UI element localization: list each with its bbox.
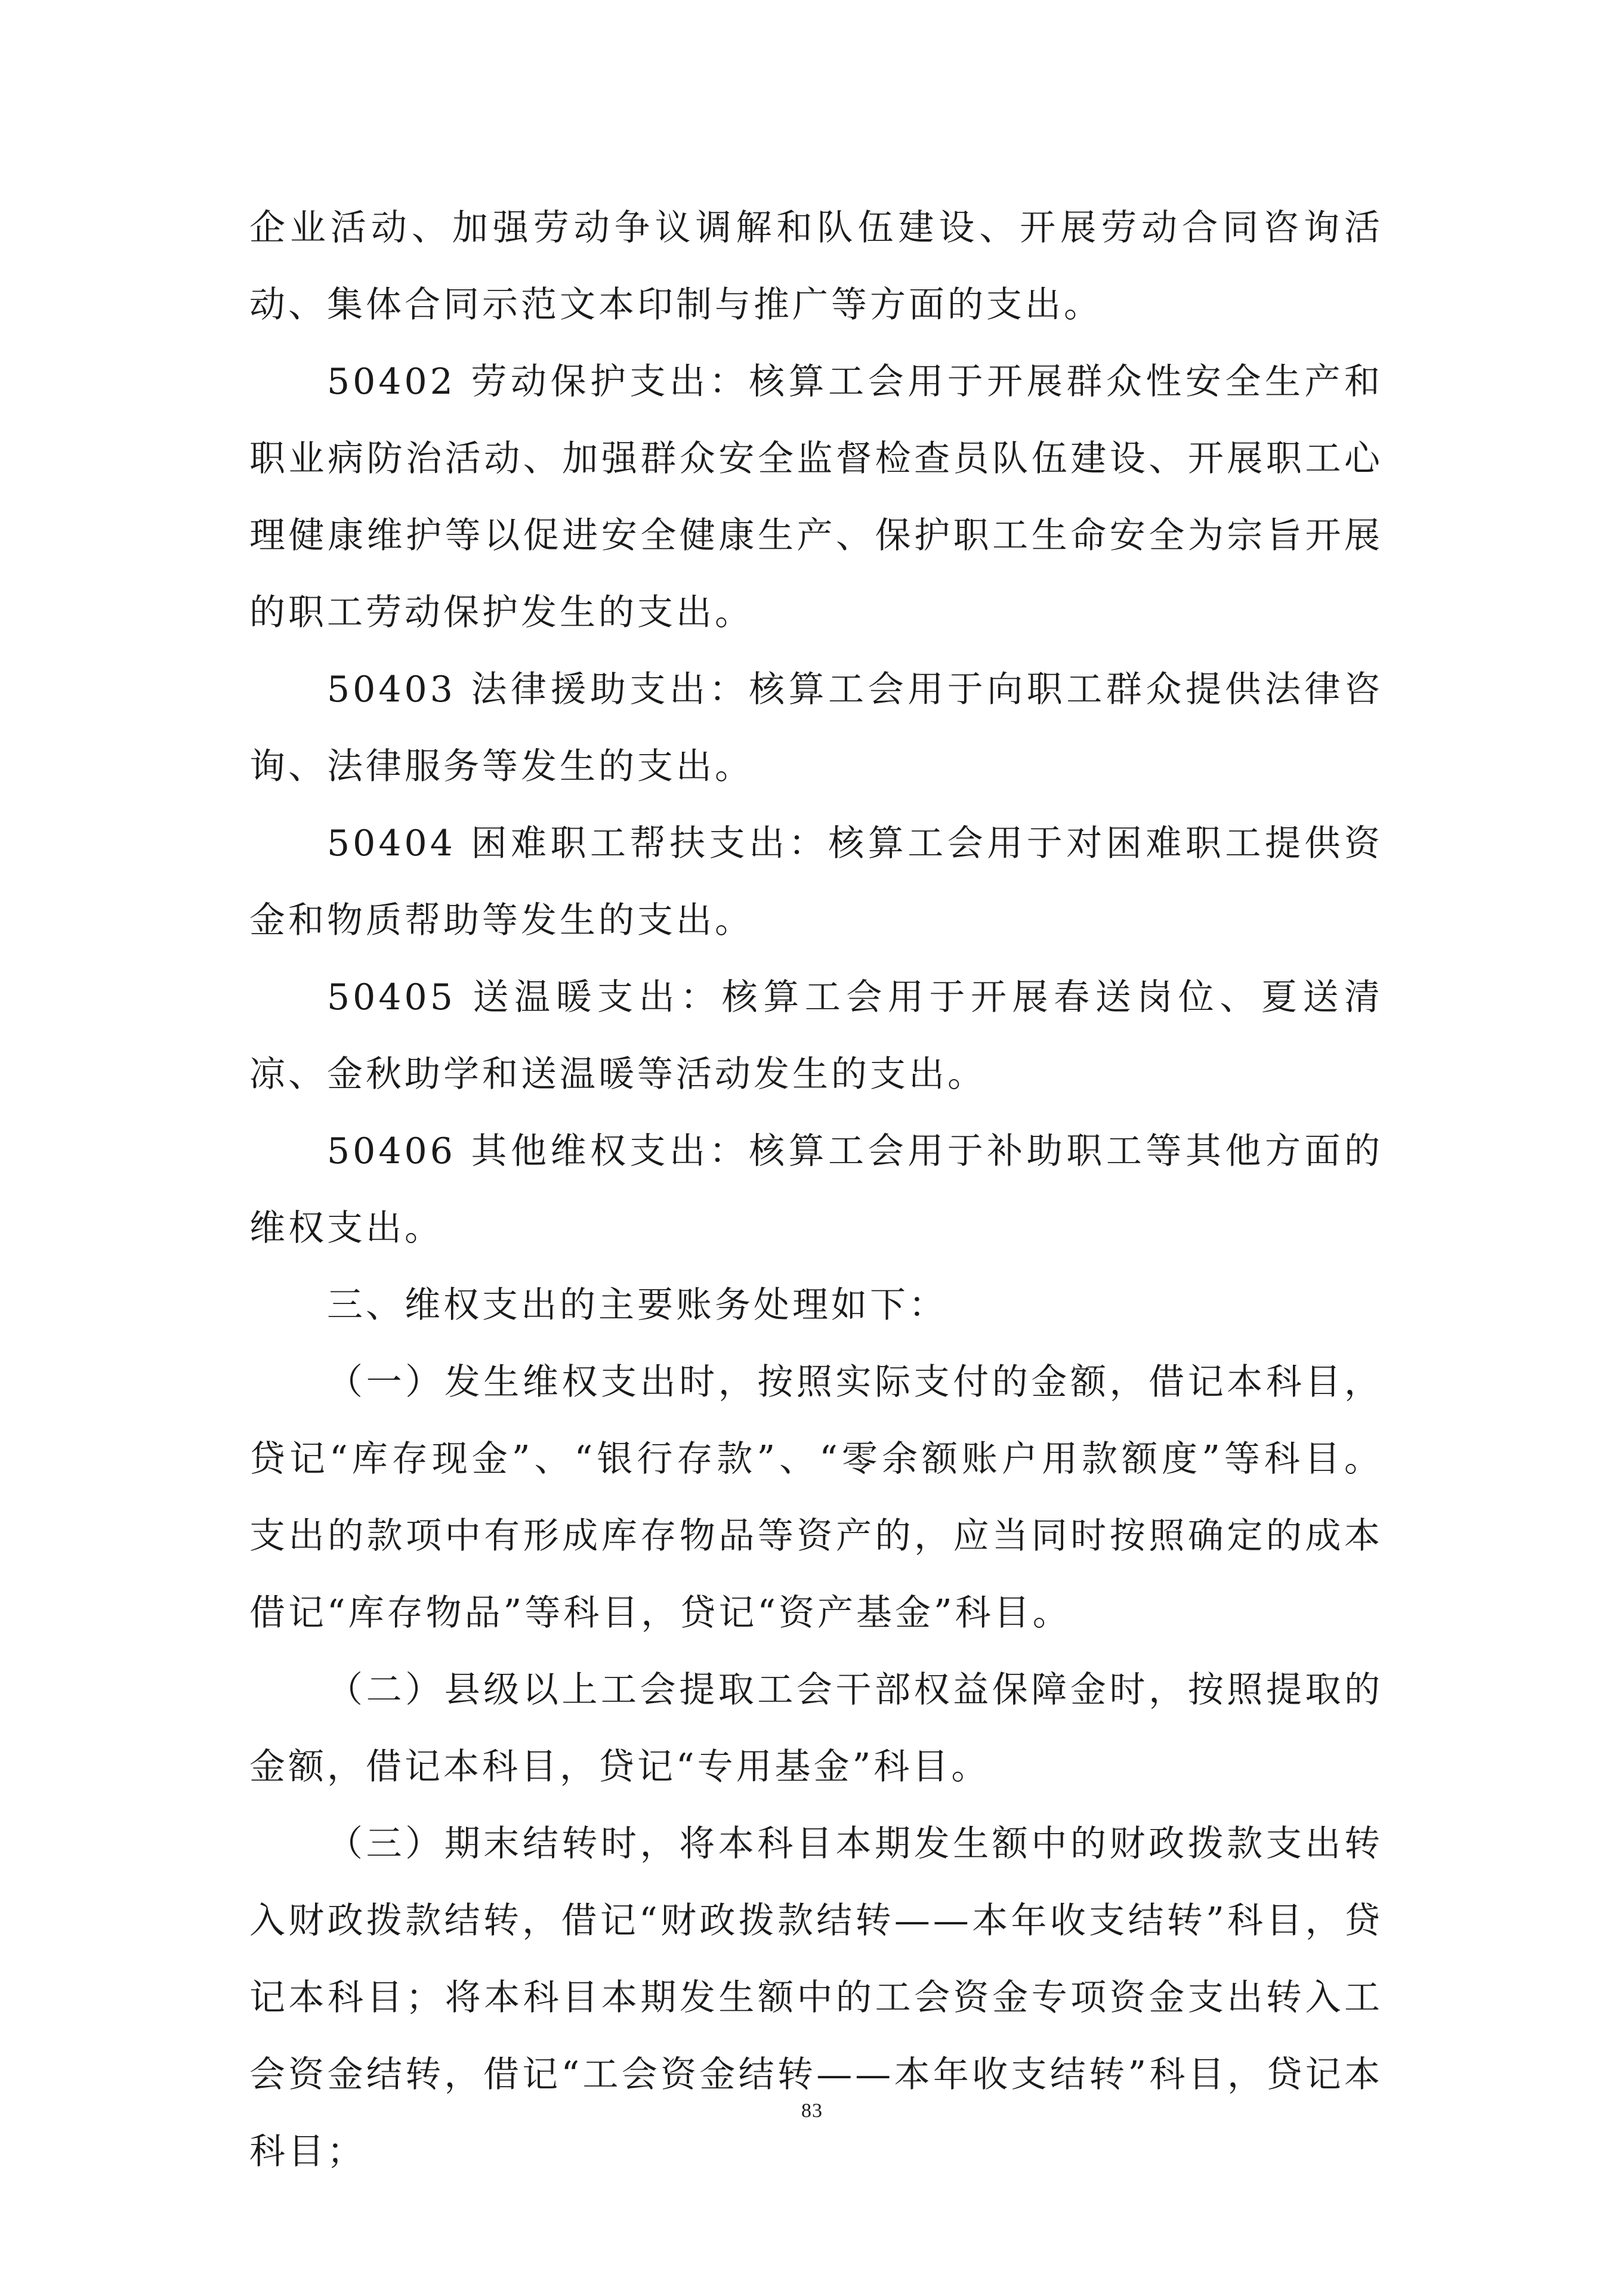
paragraph: 50406 其他维权支出：核算工会用于补助职工等其他方面的维权支出。 xyxy=(249,1130,1383,1249)
paragraph: （二）县级以上工会提取工会干部权益保障金时，按照提取的金额，借记本科目，贷记“专用基金”科目。 xyxy=(249,1669,1383,1788)
section-heading: 三、维权支出的主要账务处理如下： xyxy=(327,1284,947,1326)
paragraph: 50405 送温暖支出：核算工会用于开展春送岗位、夏送清凉、金秋助学和送温暖等活动发生的支出。 xyxy=(249,977,1383,1095)
page-number: 83 xyxy=(801,2100,823,2122)
paragraph: 50403 法律援助支出：核算工会用于向职工群众提供法律咨询、法律服务等发生的支出。 xyxy=(249,669,1383,787)
paragraph: 企业活动、加强劳动争议调解和队伍建设、开展劳动合同咨询活动、集体合同示范文本印制与推广等方面的支出。 xyxy=(249,207,1383,326)
paragraph: （一）发生维权支出时，按照实际支付的金额，借记本科目，贷记“库存现金”、“银行存款”、“零余额账户用款额度”等科目。支出的款项中有形成库存物品等资产的，应当同时按照确定的成本借记“库存物品”等科目，贷记“资产基金”科目。 xyxy=(249,1361,1383,1634)
paragraph: 50404 困难职工帮扶支出：核算工会用于对困难职工提供资金和物质帮助等发生的支出。 xyxy=(249,823,1383,941)
paragraph: （三）期末结转时，将本科目本期发生额中的财政拨款支出转入财政拨款结转，借记“财政拨款结转——本年收支结转”科目，贷记本科目；将本科目本期发生额中的工会资金专项资金支出转入工会资金结转，借记“工会资金结转——本年收支结转”科目，贷记本科目； xyxy=(249,1823,1383,2173)
document-body xyxy=(249,190,1383,2190)
paragraph: 50402 劳动保护支出：核算工会用于开展群众性安全生产和职业病防治活动、加强群众安全监督检查员队伍建设、开展职工心理健康维护等以促进安全健康生产、保护职工生命安全为宗旨开展的职工劳动保护发生的支出。 xyxy=(249,361,1383,634)
